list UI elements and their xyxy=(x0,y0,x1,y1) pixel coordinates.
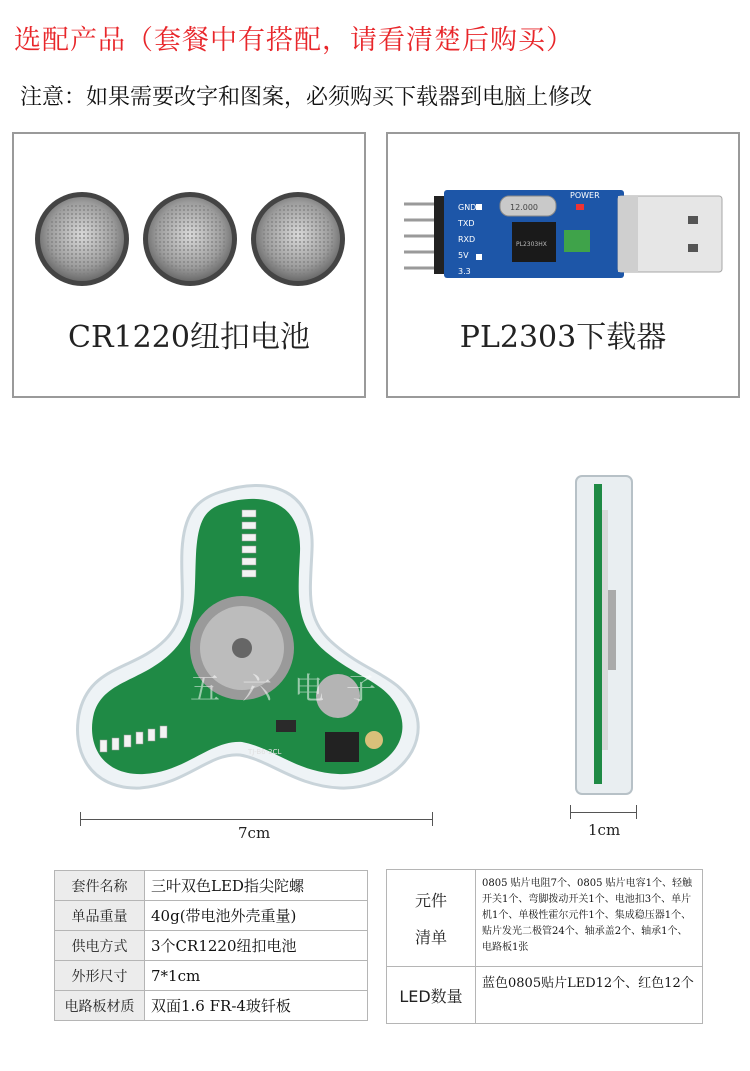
board-label: TJ-B6-2CL xyxy=(248,748,282,756)
power-label: POWER xyxy=(570,191,600,200)
product-box-downloader[interactable] xyxy=(386,132,740,398)
spec-key: 套件名称 xyxy=(55,871,145,901)
product-caption-downloader: PL2303下载器 xyxy=(459,320,667,355)
product-caption-battery: CR1220纽扣电池 xyxy=(68,320,310,355)
components-label-line1: 元件 xyxy=(414,891,447,910)
thickness-dimension-label: 1cm xyxy=(588,821,621,839)
watermark-text: 五六电子 xyxy=(190,672,398,707)
spec-value: 3个CR1220纽扣电池 xyxy=(145,931,368,961)
led-label: LED数量 xyxy=(386,966,476,1024)
pcb-label-rxd: RXD xyxy=(458,235,476,244)
crystal-label: 12.000 xyxy=(510,203,538,212)
table-row xyxy=(55,991,368,1021)
chip-label: PL2303HX xyxy=(516,241,547,248)
coin-battery-icon xyxy=(22,184,356,294)
pcb-label-txd: TXD xyxy=(458,219,475,228)
components-label-cell xyxy=(386,869,476,967)
dim-1cm-line xyxy=(570,812,636,813)
pcb-label-33: 3.3 xyxy=(458,267,471,276)
spec-key: 单品重量 xyxy=(55,901,145,931)
spec-key: 外形尺寸 xyxy=(55,961,145,991)
table-row xyxy=(55,871,368,901)
table-row xyxy=(55,901,368,931)
spec-key: 供电方式 xyxy=(55,931,145,961)
spec-value: 7*1cm xyxy=(145,961,368,991)
spinner-side-view-image xyxy=(572,470,636,800)
components-label-line2: 清单 xyxy=(414,928,447,947)
note-text: 注意：如果需要改字和图案，必须购买下载器到电脑上修改 xyxy=(20,85,593,110)
pcb-label-gnd: GND xyxy=(458,203,477,212)
product-box-battery[interactable] xyxy=(12,132,366,398)
spec-key: 电路板材质 xyxy=(55,991,145,1021)
dim-7cm-right-tick xyxy=(432,812,433,826)
table-row xyxy=(55,931,368,961)
spec-value: 双面1.6 FR-4玻钎板 xyxy=(145,991,368,1021)
pcb-label-5v: 5V xyxy=(458,251,469,260)
width-dimension-label: 7cm xyxy=(238,824,271,842)
spec-value: 三叶双色LED指尖陀螺 xyxy=(145,871,368,901)
page-title: 选配产品（套餐中有搭配，请看清楚后购买） xyxy=(14,25,574,56)
components-table xyxy=(386,869,703,1024)
spinner-pcb-image xyxy=(70,470,440,805)
components-list: 0805 贴片电阻7个、0805 贴片电容1个、轻触开关1个、弯脚拨动开关1个、电池扣3个、单片机1个、单极性霍尔元件1个、集成稳压器1个、贴片发光二极管24个、轴承盖2个、轴承1个、电路板1张 xyxy=(475,869,703,967)
spec-table xyxy=(54,870,368,1021)
dim-7cm-line xyxy=(80,819,432,820)
led-count-text: 蓝色0805贴片LED12个、红色12个 xyxy=(475,966,703,1024)
table-row xyxy=(55,961,368,991)
spec-value: 40g(带电池外壳重量) xyxy=(145,901,368,931)
dim-1cm-right-tick xyxy=(636,805,637,819)
usb-downloader-icon xyxy=(400,182,730,282)
